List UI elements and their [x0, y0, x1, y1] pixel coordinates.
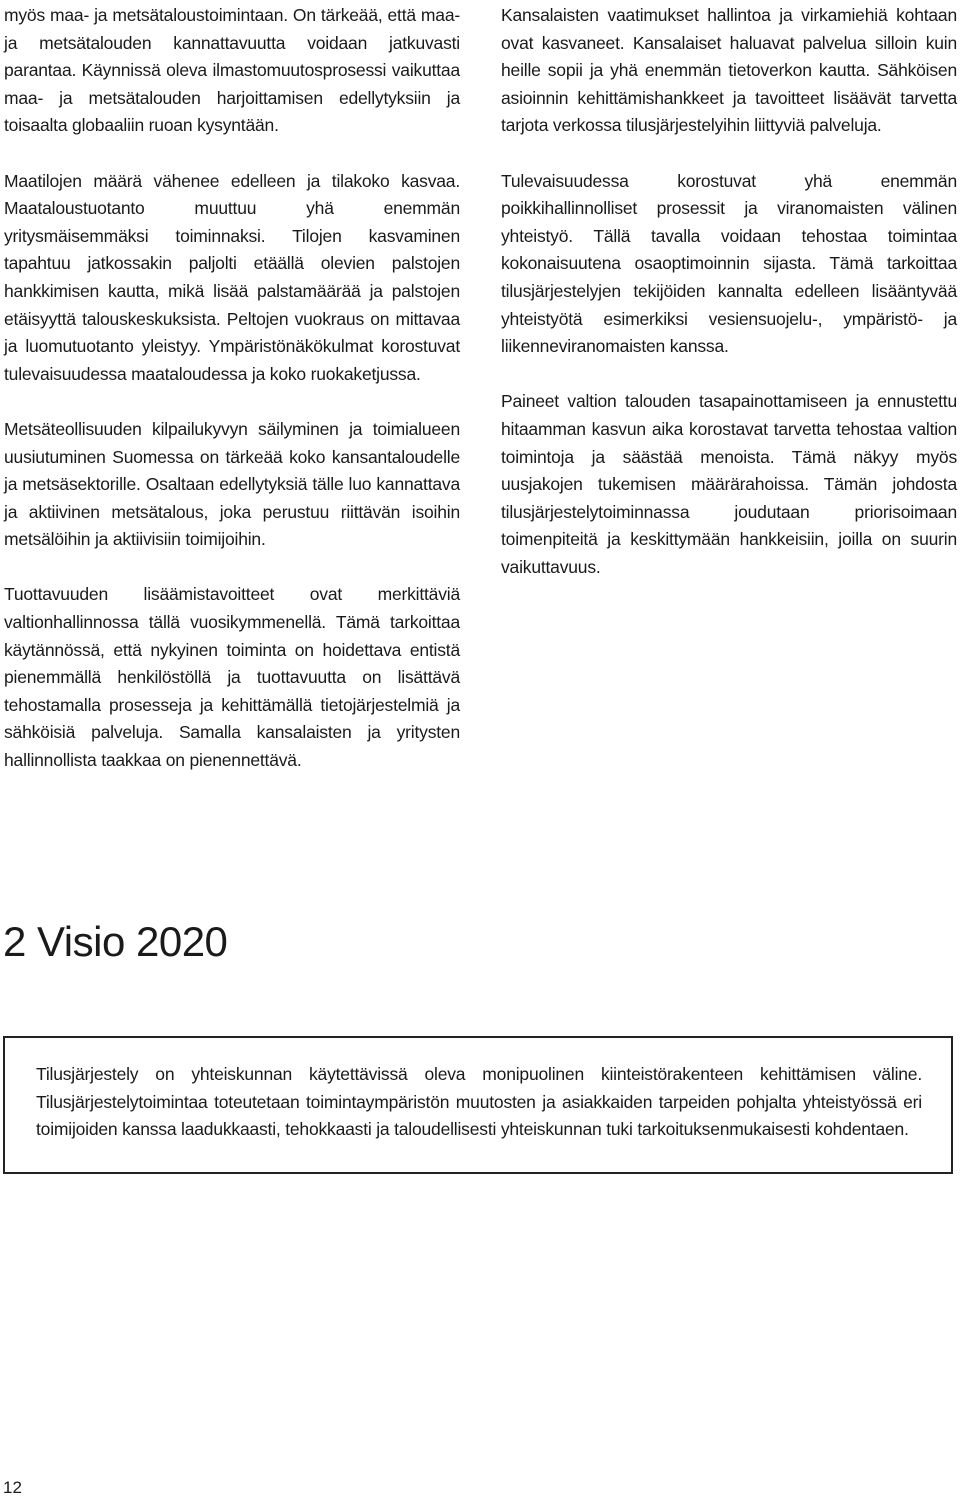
vision-statement-text: Tilusjärjestely on yhteiskunnan käytettävissä oleva monipuolinen kiinteistörakenteen kehittämisen väline. Tilusjärjestelytoimintaa toteutetaan toimintaympäristön muutosten ja asiakkaiden tarpeiden pohjalta yhteistyössä eri toimijoiden kanssa laadukkaasti, tehokkaasti ja taloudellisesti yhteiskunnan tuki tarkoituksenmukaisesti kohdentaen.	[36, 1064, 922, 1140]
paragraph: myös maa- ja metsätaloustoimintaan. On tärkeää, että maa- ja metsätalouden kannattavuutta voidaan jatkuvasti parantaa. Käynnissä oleva ilmastomuutosprosessi vaikuttaa maa- ja metsätalouden harjoittamisen edellytyksiin ja toisaalta globaaliin ruoan kysyntään.	[4, 5, 460, 136]
paragraph: Kansalaisten vaatimukset hallintoa ja virkamiehiä kohtaan ovat kasvaneet. Kansalaiset haluavat palvelua silloin kuin heille sopii ja yhä enemmän tietoverkon kautta. Sähköisen asioinnin kehittämishankkeet ja tavoitteet lisäävät tarvetta tarjota verkossa tilusjärjestelyihin liittyviä palveluja.	[501, 5, 957, 136]
vision-statement-box	[3, 1036, 953, 1174]
right-text-column	[501, 2, 957, 609]
paragraph: Paineet valtion talouden tasapainottamiseen ja ennustettu hitaamman kasvun aika korostavat tarvetta tehostaa valtion toimintoja ja säästää menoista. Tämä näkyy myös uusjakojen tukemisen määrärahoissa. Tämän johdosta tilusjärjestelytoiminnassa joudutaan priorisoimaan toimenpiteitä ja keskittymään hankkeisiin, joilla on suurin vaikuttavuus.	[501, 391, 957, 577]
section-heading: 2 Visio 2020	[3, 918, 228, 965]
left-text-column	[4, 2, 460, 802]
paragraph: Maatilojen määrä vähenee edelleen ja tilakoko kasvaa. Maataloustuotanto muuttuu yhä enemmän yritysmäisemmäksi toiminnaksi. Tilojen kasvaminen tapahtuu jatkossakin paljolti etäällä olevien palstojen hankkimisen kautta, mikä lisää palstamäärää ja palstojen etäisyyttä talouskeskuksista. Peltojen vuokraus on mittavaa ja luomutuotanto yleistyy. Ympäristönäkökulmat korostuvat tulevaisuudessa maataloudessa ja koko ruokaketjussa.	[4, 170, 460, 384]
paragraph: Tulevaisuudessa korostuvat yhä enemmän poikkihallinnolliset prosessit ja viranomaisten välinen yhteistyö. Tällä tavalla voidaan tehostaa toimintaa kokonaisuutena osaoptimoinnin sijasta. Tämä tarkoittaa tilusjärjestelyjen tekijöiden kannalta edelleen lisääntyvää yhteistyötä esimerkiksi vesiensuojelu-, ympäristö- ja liikenneviranomaisten kanssa.	[501, 170, 957, 357]
page-number: 12	[3, 1478, 22, 1497]
paragraph: Tuottavuuden lisäämistavoitteet ovat merkittäviä valtionhallinnossa tällä vuosikymmenellä. Tämä tarkoittaa käytännössä, että nykyinen toiminta on hoidettava entistä pienemmällä henkilöstöllä ja tuottavuutta on lisättävä tehostamalla prosesseja ja kehittämällä tietojärjestelmiä ja sähköisiä palveluja. Samalla kansalaisten ja yritysten hallinnollista taakkaa on pienennettävä.	[4, 584, 460, 771]
paragraph: Metsäteollisuuden kilpailukyvyn säilyminen ja toimialueen uusiutuminen Suomessa on tärkeää koko kansantaloudelle ja metsäsektorille. Osaltaan edellytyksiä tälle luo kannattava ja aktiivinen metsätalous, joka perustuu riittävän isoihin metsälöihin ja aktiivisiin toimijoihin.	[4, 418, 460, 550]
